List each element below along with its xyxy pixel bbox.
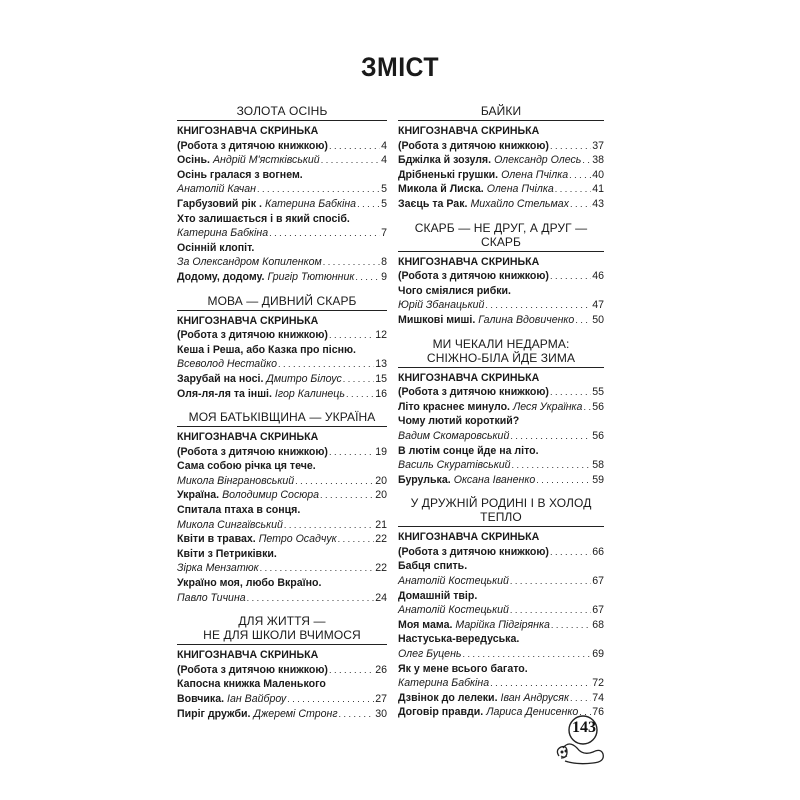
section-title: ДЛЯ ЖИТТЯ — НЕ ДЛЯ ШКОЛИ ВЧИМОСЯ xyxy=(177,614,387,645)
entry-author: Микола Сингаївський xyxy=(177,518,283,531)
toc-entry[interactable] xyxy=(177,212,387,241)
entry-author: Анатолій Костецький xyxy=(398,575,509,588)
entry-page-number: 5 xyxy=(381,197,387,210)
toc-entry-line xyxy=(398,691,604,706)
entry-title: Зарубай на носі. xyxy=(177,372,264,385)
leader-dots xyxy=(357,197,380,212)
entry-page-number: 20 xyxy=(375,489,387,502)
toc-entry-line xyxy=(398,632,604,647)
toc-entry-line xyxy=(398,530,604,545)
toc-entry-line xyxy=(398,574,604,589)
toc-entry-line xyxy=(177,226,387,241)
toc-entry[interactable] xyxy=(177,677,387,706)
entry-page-number: 58 xyxy=(592,459,604,472)
leader-dots xyxy=(320,488,374,503)
entry-author: Олена Пчілка xyxy=(501,168,569,181)
toc-entry[interactable] xyxy=(398,284,604,313)
entry-page-number: 43 xyxy=(592,197,604,210)
toc-entry[interactable] xyxy=(398,313,604,328)
entry-page-number: 9 xyxy=(381,270,387,283)
entry-title: КНИГОЗНАВЧА СКРИНЬКА xyxy=(398,255,540,268)
toc-entry-line xyxy=(177,328,387,343)
leader-dots xyxy=(257,182,380,197)
toc-entry-line xyxy=(398,414,604,429)
leader-dots xyxy=(551,618,591,633)
leader-dots xyxy=(582,153,591,168)
entry-title: КНИГОЗНАВЧА СКРИНЬКА xyxy=(398,125,540,137)
entry-page-number: 76 xyxy=(592,706,604,719)
entry-title: Осінній клопіт. xyxy=(177,241,255,254)
toc-entry[interactable] xyxy=(398,559,604,588)
toc-entry[interactable] xyxy=(177,707,387,722)
toc-entry-line xyxy=(398,400,604,415)
toc-section xyxy=(398,221,604,328)
toc-entry[interactable] xyxy=(177,430,387,459)
entry-title: Вовчика. xyxy=(177,693,225,705)
toc-entry-line xyxy=(398,458,604,473)
entry-title: Бабця спить. xyxy=(398,560,468,573)
leader-dots xyxy=(583,400,591,415)
entry-title: Квіти в травах. xyxy=(177,533,256,546)
leader-dots xyxy=(260,561,375,576)
entry-author: Петро Осадчук xyxy=(258,533,337,546)
entry-author: Іван Андрусяк xyxy=(500,691,569,704)
entry-title: Україна. xyxy=(177,489,220,502)
leader-dots xyxy=(510,429,591,444)
entry-page-number: 8 xyxy=(381,256,387,269)
toc-entry-line xyxy=(398,255,604,270)
toc-entry[interactable] xyxy=(398,662,604,691)
entry-page-number: 47 xyxy=(592,299,604,312)
entry-author: Джеремі Стронг xyxy=(253,707,338,720)
toc-entry-line xyxy=(177,430,387,445)
toc-entry-line xyxy=(177,547,387,562)
entry-title: Гарбузовий рік . xyxy=(177,197,262,210)
toc-entry[interactable] xyxy=(398,473,604,488)
entry-title: (Робота з дитячою книжкою) xyxy=(177,329,328,342)
toc-entry[interactable] xyxy=(398,414,604,443)
toc-entry-line xyxy=(177,212,387,227)
toc-entry-line xyxy=(398,298,604,313)
entry-title: Україно моя, любо Вкраїно. xyxy=(177,577,322,590)
toc-entry[interactable] xyxy=(177,314,387,343)
entry-author: Анатолій Качан xyxy=(177,183,256,196)
entry-author: Олег Буцень xyxy=(398,648,462,661)
section-title: МОЯ БАТЬКІВЩИНА — УКРАЇНА xyxy=(177,410,387,427)
toc-entry-line xyxy=(398,153,604,168)
entry-title: Квіти з Петриківки. xyxy=(177,547,277,560)
leader-dots xyxy=(321,153,380,168)
toc-entry-line xyxy=(177,576,387,591)
toc-entry-line xyxy=(177,474,387,489)
entry-page-number: 16 xyxy=(375,387,387,400)
toc-entry-line xyxy=(177,197,387,212)
entry-title: (Робота з дитячою книжкою) xyxy=(398,139,549,152)
entry-title: Бджілка й зозуля. xyxy=(398,154,492,167)
toc-entry-line xyxy=(177,270,387,285)
entry-page-number: 30 xyxy=(375,707,387,720)
toc-section xyxy=(177,294,387,402)
toc-entry-line xyxy=(398,385,604,400)
toc-section xyxy=(177,104,387,285)
entry-title: Пиріг дружби. xyxy=(177,707,251,720)
leader-dots xyxy=(247,591,375,606)
toc-section xyxy=(177,410,387,605)
entry-title: (Робота з дитячою книжкою) xyxy=(177,663,328,676)
toc-entry-line xyxy=(177,532,387,547)
entry-page-number: 26 xyxy=(375,663,387,676)
toc-entry-line xyxy=(177,139,387,154)
toc-entry-line xyxy=(177,518,387,533)
entry-page-number: 7 xyxy=(381,227,387,240)
toc-entry-line xyxy=(398,429,604,444)
entry-page-number: 22 xyxy=(375,533,387,546)
entry-page-number: 72 xyxy=(592,677,604,690)
entry-title: (Робота з дитячою книжкою) xyxy=(177,445,328,458)
leader-dots xyxy=(485,298,591,313)
toc-entry-line xyxy=(177,445,387,460)
entry-title: Бурулька. xyxy=(398,473,451,486)
entry-title: Договір правди. xyxy=(398,706,484,719)
entry-title: Заєць та Рак. xyxy=(398,197,468,210)
section-title: БАЙКИ xyxy=(398,104,604,121)
section-title: СКАРБ — НЕ ДРУГ, А ДРУГ — СКАРБ xyxy=(398,221,604,252)
leader-dots xyxy=(510,574,591,589)
toc-entry[interactable] xyxy=(398,444,604,473)
toc-entry-line xyxy=(177,182,387,197)
entry-page-number: 46 xyxy=(592,270,604,283)
entry-title: КНИГОЗНАВЧА СКРИНЬКА xyxy=(398,371,540,384)
entry-page-number: 67 xyxy=(592,575,604,588)
leader-dots xyxy=(329,663,374,678)
toc-entry-line xyxy=(177,255,387,270)
toc-column-right xyxy=(398,104,604,729)
toc-entry[interactable] xyxy=(177,241,387,270)
entry-page-number: 67 xyxy=(592,604,604,617)
toc-entry-line xyxy=(398,545,604,560)
toc-entry-line xyxy=(398,676,604,691)
entry-author: Катерина Бабкіна xyxy=(177,227,269,240)
leader-dots xyxy=(338,532,375,547)
entry-title: КНИГОЗНАВЧА СКРИНЬКА xyxy=(177,649,319,662)
toc-section xyxy=(398,337,604,488)
leader-dots xyxy=(550,385,591,400)
entry-author: Галина Вдовиченко xyxy=(478,313,575,326)
entry-author: Павло Тичина xyxy=(177,591,246,604)
entry-title: (Робота з дитячою книжкою) xyxy=(398,270,549,283)
entry-page-number: 21 xyxy=(375,518,387,531)
toc-entry[interactable] xyxy=(177,343,387,372)
toc-entry[interactable] xyxy=(177,124,387,153)
toc-entry-line xyxy=(177,124,387,139)
entry-title: Капосна книжка Маленького xyxy=(177,678,326,691)
toc-entry-line xyxy=(398,603,604,618)
entry-title: Моя мама. xyxy=(398,618,453,631)
entry-author: Олена Пчілка xyxy=(486,183,554,196)
toc-entry-line xyxy=(177,707,387,722)
toc-entry[interactable] xyxy=(398,197,604,212)
toc-entry-line xyxy=(398,618,604,633)
leader-dots xyxy=(346,387,374,402)
entry-title: В лютім сонце йде на літо. xyxy=(398,444,539,457)
entry-title: Оля-ля-ля та інші. xyxy=(177,387,272,400)
entry-page-number: 55 xyxy=(592,386,604,399)
entry-page-number: 56 xyxy=(592,400,604,413)
leader-dots xyxy=(343,372,374,387)
leader-dots xyxy=(355,270,380,285)
entry-page-number: 5 xyxy=(381,183,387,196)
entry-title: КНИГОЗНАВЧА СКРИНЬКА xyxy=(177,125,319,137)
toc-entry-line xyxy=(177,343,387,358)
toc-entry[interactable] xyxy=(398,618,604,633)
entry-page-number: 41 xyxy=(592,183,604,196)
toc-entry[interactable] xyxy=(177,576,387,605)
leader-dots xyxy=(323,255,380,270)
toc-entry[interactable] xyxy=(398,589,604,618)
toc-entry-line xyxy=(398,197,604,212)
toc-entry-line xyxy=(398,371,604,386)
leader-dots xyxy=(536,473,591,488)
entry-author: Катерина Бабкіна xyxy=(264,197,357,210)
toc-entry-line xyxy=(177,314,387,329)
entry-author: Іан Вайброу xyxy=(227,693,287,705)
toc-entry[interactable] xyxy=(398,691,604,706)
leader-dots xyxy=(550,545,591,560)
section-title: ЗОЛОТА ОСІНЬ xyxy=(177,104,387,121)
entry-title: КНИГОЗНАВЧА СКРИНЬКА xyxy=(177,431,319,444)
entry-page-number: 40 xyxy=(592,168,604,181)
toc-entry-line xyxy=(177,357,387,372)
toc-entry[interactable] xyxy=(398,255,604,284)
entry-author: Всеволод Нестайко xyxy=(177,358,277,371)
entry-page-number: 37 xyxy=(592,139,604,152)
toc-entry-line xyxy=(177,648,387,663)
leader-dots xyxy=(329,328,374,343)
toc-entry[interactable] xyxy=(398,153,604,168)
toc-entry-line xyxy=(398,168,604,183)
entry-author: Вадим Скомаровський xyxy=(398,429,510,442)
toc-section xyxy=(398,496,604,720)
entry-title: Мишкові миші. xyxy=(398,313,476,326)
toc-entry[interactable] xyxy=(398,168,604,183)
entry-page-number: 66 xyxy=(592,545,604,558)
toc-entry-line xyxy=(398,284,604,299)
entry-page-number: 38 xyxy=(592,154,604,167)
entry-title: (Робота з дитячою книжкою) xyxy=(398,545,549,558)
entry-author: Володимир Сосюра xyxy=(222,489,319,502)
entry-author: Дмитро Білоус xyxy=(266,372,342,385)
entry-title: Осінь. xyxy=(177,154,210,167)
entry-page-number: 27 xyxy=(375,693,387,705)
page-title: ЗМІСТ xyxy=(361,52,439,82)
entry-title: Настуська-вередуська. xyxy=(398,633,520,646)
entry-author: Юрій Збанацький xyxy=(398,299,485,312)
entry-author: Марійка Підгірянка xyxy=(455,618,550,631)
entry-author: За Олександром Копиленком xyxy=(177,256,322,269)
entry-page-number: 24 xyxy=(375,591,387,604)
toc-entry-line xyxy=(177,387,387,402)
leader-dots xyxy=(570,197,591,212)
toc-entry-line xyxy=(177,459,387,474)
entry-author: Андрій М'ястківський xyxy=(212,154,320,167)
entry-page-number: 69 xyxy=(592,648,604,661)
entry-title: Чого сміялися рибки. xyxy=(398,284,511,297)
entry-page-number: 15 xyxy=(375,372,387,385)
toc-entry[interactable] xyxy=(398,530,604,559)
entry-author: Зірка Мензатюк xyxy=(177,562,259,575)
leader-dots xyxy=(269,226,380,241)
entry-title: Літо краснеє минуло. xyxy=(398,400,510,413)
page-number: 143 xyxy=(572,719,596,736)
leader-dots xyxy=(550,269,591,284)
leader-dots xyxy=(284,518,374,533)
toc-entry[interactable] xyxy=(177,532,387,547)
toc-entry[interactable] xyxy=(177,153,387,168)
toc-entry[interactable] xyxy=(177,168,387,197)
toc-entry-line xyxy=(398,662,604,677)
leader-dots xyxy=(510,603,591,618)
leader-dots xyxy=(490,676,591,691)
entry-title: Дрібненькі грушки. xyxy=(398,168,499,181)
toc-entry[interactable] xyxy=(398,182,604,197)
toc-entry[interactable] xyxy=(177,547,387,576)
toc-entry-line xyxy=(398,139,604,154)
toc-entry[interactable] xyxy=(177,459,387,488)
toc-entry-line xyxy=(398,589,604,604)
toc-entry-line xyxy=(177,503,387,518)
entry-title: КНИГОЗНАВЧА СКРИНЬКА xyxy=(177,314,319,327)
toc-entry[interactable] xyxy=(398,371,604,400)
toc-section xyxy=(398,104,604,212)
entry-page-number: 20 xyxy=(375,474,387,487)
entry-author: Оксана Іваненко xyxy=(453,473,536,486)
entry-author: Василь Скуратівський xyxy=(398,459,511,472)
toc-entry-line xyxy=(398,559,604,574)
entry-page-number: 22 xyxy=(375,562,387,575)
entry-page-number: 68 xyxy=(592,618,604,631)
entry-page-number: 59 xyxy=(592,473,604,486)
toc-entry-line xyxy=(398,182,604,197)
entry-title: Осінь гралася з вогнем. xyxy=(177,168,303,181)
entry-author: Михайло Стельмах xyxy=(470,197,569,210)
toc-entry[interactable] xyxy=(177,197,387,212)
toc-entry-line xyxy=(177,692,387,707)
toc-entry-line xyxy=(398,647,604,662)
entry-author: Григір Тютюнник xyxy=(267,270,355,283)
toc-entry-line xyxy=(177,677,387,692)
toc-entry-line xyxy=(177,372,387,387)
section-title: МИ ЧЕКАЛИ НЕДАРМА: СНІЖНО-БІЛА ЙДЕ ЗИМА xyxy=(398,337,604,368)
toc-entry[interactable] xyxy=(398,632,604,661)
toc-entry-line xyxy=(398,444,604,459)
toc-entry[interactable] xyxy=(398,124,604,153)
entry-page-number: 74 xyxy=(592,691,604,704)
entry-title: Як у мене всього багато. xyxy=(398,662,528,675)
entry-author: Лариса Денисенко xyxy=(486,706,579,719)
leader-dots xyxy=(329,139,380,154)
entry-page-number: 4 xyxy=(381,154,387,167)
toc-entry[interactable] xyxy=(177,503,387,532)
toc-entry-line xyxy=(177,241,387,256)
leader-dots xyxy=(339,707,375,722)
toc-column-left xyxy=(177,104,387,730)
leader-dots xyxy=(278,357,374,372)
entry-title: Домашній твір. xyxy=(398,589,478,602)
toc-entry-line xyxy=(398,473,604,488)
entry-author: Ігор Калинець xyxy=(274,387,345,400)
leader-dots xyxy=(569,168,591,183)
entry-author: Анатолій Костецький xyxy=(398,604,509,617)
toc-entry[interactable] xyxy=(177,372,387,387)
toc-entry-line xyxy=(398,313,604,328)
section-title: У ДРУЖНІЙ РОДИНІ І В ХОЛОД ТЕПЛО xyxy=(398,496,604,527)
toc-entry-line xyxy=(398,124,604,139)
entry-title: КНИГОЗНАВЧА СКРИНЬКА xyxy=(398,531,540,544)
section-title: МОВА — ДИВНИЙ СКАРБ xyxy=(177,294,387,311)
toc-entry-line xyxy=(177,561,387,576)
toc-entry[interactable] xyxy=(177,488,387,503)
toc-entry-line xyxy=(177,663,387,678)
entry-title: Чому лютий короткий? xyxy=(398,415,520,428)
toc-entry[interactable] xyxy=(177,270,387,285)
toc-entry[interactable] xyxy=(177,387,387,402)
entry-title: Спитала птаха в сонця. xyxy=(177,504,301,517)
entry-title: (Робота з дитячою книжкою) xyxy=(398,386,549,399)
toc-entry[interactable] xyxy=(398,400,604,415)
toc-entry[interactable] xyxy=(177,648,387,677)
toc-section xyxy=(177,614,387,721)
entry-page-number: 12 xyxy=(375,329,387,342)
leader-dots xyxy=(287,692,374,707)
entry-page-number: 50 xyxy=(592,313,604,326)
entry-page-number: 56 xyxy=(592,429,604,442)
leader-dots xyxy=(462,647,591,662)
toc-entry-line xyxy=(177,168,387,183)
entry-author: Катерина Бабкіна xyxy=(398,677,490,690)
entry-author: Олександр Олесь xyxy=(494,154,582,167)
entry-page-number: 19 xyxy=(375,445,387,458)
leader-dots xyxy=(550,139,591,154)
entry-page-number: 13 xyxy=(375,358,387,371)
entry-title: Дзвінок до лелеки. xyxy=(398,691,498,704)
entry-author: Леся Українка xyxy=(512,400,583,413)
entry-title: Микола й Лиска. xyxy=(398,183,484,196)
toc-entry-line xyxy=(177,153,387,168)
leader-dots xyxy=(555,182,591,197)
toc-entry-line xyxy=(398,269,604,284)
entry-title: (Робота з дитячою книжкою) xyxy=(177,139,328,152)
entry-title: Кеша і Реша, або Казка про пісню. xyxy=(177,343,356,356)
entry-author: Микола Вінграновський xyxy=(177,474,295,487)
entry-title: Додому, додому. xyxy=(177,270,265,283)
leader-dots xyxy=(295,474,374,489)
leader-dots xyxy=(329,445,374,460)
toc-entry-line xyxy=(177,591,387,606)
leader-dots xyxy=(575,313,591,328)
entry-page-number: 4 xyxy=(381,139,387,152)
toc-entry-line xyxy=(177,488,387,503)
entry-title: Сама собою річка ця тече. xyxy=(177,460,316,473)
leader-dots xyxy=(570,691,591,706)
entry-title: Хто залишається і в який спосіб. xyxy=(177,212,350,225)
leader-dots xyxy=(512,458,592,473)
